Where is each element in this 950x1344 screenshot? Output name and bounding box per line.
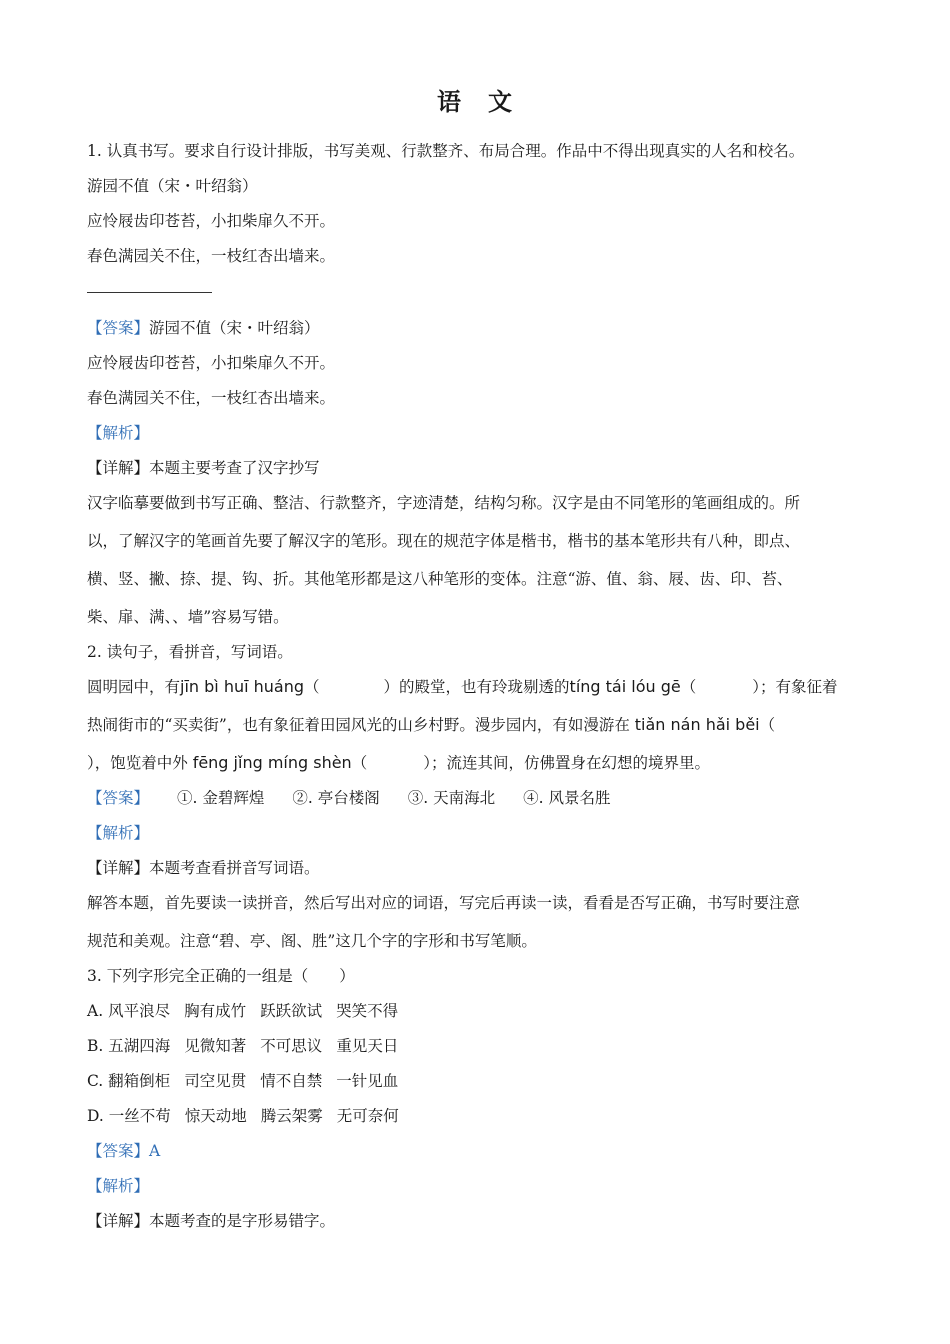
q2-answer-3: ③. 天南海北 <box>407 789 496 807</box>
q1-answer-line-2: 应怜屐齿印苍苔，小扣柴扉久不开。 <box>87 354 336 372</box>
q1-explanation-line-3: 横、竖、撇、捺、提、钩、折。其他笔形都是这八种笔形的变体。注意“游、值、翁、屐、齿、印、苔、 <box>87 570 793 588</box>
q1-analysis-tag: 【解析】 <box>87 424 150 442</box>
q1-poem-title: 游园不值（宋・叶绍翁） <box>87 177 258 195</box>
title-char-2: 文 <box>488 88 513 116</box>
q1-answer <box>87 313 867 348</box>
q1-detail <box>87 453 867 488</box>
q2-prompt: 2. 读句子，看拼音，写词语。 <box>87 643 293 661</box>
q3-option-d <box>87 1101 867 1136</box>
option-word: 不可思议 <box>260 1037 323 1055</box>
q3-detail-text: 本题考查的是字形易错字。 <box>149 1212 336 1230</box>
q3-analysis-tag: 【解析】 <box>87 1177 150 1195</box>
option-word: 情不自禁 <box>260 1072 323 1090</box>
detail-tag: 【详解】 <box>87 859 150 877</box>
q1-explanation-line-4: 柴、扉、满、、墙”容易写错。 <box>87 608 289 626</box>
option-word: 重见天日 <box>336 1037 399 1055</box>
q2-text: ）；流连其间，仿佛置身在幻想的境界里。 <box>423 754 710 772</box>
pinyin-1: jīn bì huī huáng <box>180 677 305 696</box>
title-char-1: 语 <box>437 88 462 116</box>
pinyin-4: fēng jǐng míng shèn <box>192 753 352 772</box>
q3-option-a <box>87 996 867 1031</box>
q3-option-c <box>87 1066 867 1101</box>
option-word: 一针见血 <box>336 1072 399 1090</box>
option-word: 腾云架雾 <box>260 1107 323 1125</box>
option-word: 翻箱倒柜 <box>108 1072 171 1090</box>
q2-answer-2: ②. 亭台楼阁 <box>292 789 380 807</box>
pinyin-3: tiǎn nán hǎi běi <box>634 715 760 734</box>
detail-tag: 【详解】 <box>87 1212 150 1230</box>
q1-poem-line-1: 应怜屐齿印苍苔，小扣柴扉久不开。 <box>87 212 336 230</box>
document-title <box>0 82 950 117</box>
q3-option-b <box>87 1031 867 1066</box>
q3-detail <box>87 1206 867 1241</box>
q3-answer-value: A <box>149 1142 161 1160</box>
q2-text: ），饱览着中外 <box>87 754 193 772</box>
answer-blank-line <box>87 292 212 293</box>
answer-tag: 【答案】 <box>87 1142 150 1160</box>
q2-explanation-line-2: 规范和美观。注意“碧、亭、阁、胜”这几个字的字形和书写笔顺。 <box>87 932 537 950</box>
option-word: 司空见贯 <box>184 1072 247 1090</box>
answer-tag: 【答案】 <box>87 789 150 807</box>
open-paren: （ <box>304 678 320 696</box>
q2-sentence-line-3 <box>87 748 867 783</box>
q2-text: ）的殿堂，也有玲珑剔透的 <box>383 678 570 696</box>
option-word: 见微知著 <box>184 1037 247 1055</box>
option-word: 风平浪尽 <box>108 1002 171 1020</box>
option-word: 无可奈何 <box>336 1107 399 1125</box>
q1-poem-line-2: 春色满园关不住，一枝红杏出墙来。 <box>87 247 336 265</box>
q2-explanation-line-1: 解答本题，首先要读一读拼音，然后写出对应的词语，写完后再读一读，看看是否写正确，书写时要注意 <box>87 894 801 912</box>
option-label: A. <box>87 1002 104 1020</box>
option-label: D. <box>87 1107 104 1125</box>
q1-prompt: 1. 认真书写。要求自行设计排版，书写美观、行款整齐、布局合理。作品中不得出现真实的人名和校名。 <box>87 142 805 160</box>
answer-tag: 【答案】 <box>87 319 150 337</box>
q2-answer <box>87 783 867 818</box>
document-body <box>87 136 867 1241</box>
q2-answer-1: ①. 金碧辉煌 <box>177 789 265 807</box>
q2-text: 热闹街市的“买卖街”，也有象征着田园风光的山乡村野。漫步园内，有如漫游在 <box>87 716 635 734</box>
open-paren: （ <box>351 754 368 772</box>
q1-detail-text: 本题主要考查了汉字抄写 <box>149 459 320 477</box>
q1-explanation-line-2: 以，了解汉字的笔画首先要了解汉字的笔形。现在的规范字体是楷书，楷书的基本笔形共有八种，即点、 <box>87 532 801 550</box>
q3-prompt: 3. 下列字形完全正确的一组是（ ） <box>87 967 355 985</box>
option-word: 惊天动地 <box>184 1107 247 1125</box>
option-word: 一丝不苟 <box>108 1107 171 1125</box>
q2-detail <box>87 853 867 888</box>
q2-answer-4: ④. 风景名胜 <box>523 789 611 807</box>
q2-sentence-line-1 <box>87 672 867 710</box>
detail-tag: 【详解】 <box>87 459 150 477</box>
option-word: 跃跃欲试 <box>260 1002 323 1020</box>
q3-answer <box>87 1136 867 1171</box>
q2-text: ）；有象征着 <box>752 678 838 696</box>
q2-sentence-line-2 <box>87 710 867 748</box>
option-label: B. <box>87 1037 104 1055</box>
q1-explanation-line-1: 汉字临摹要做到书写正确、整洁、行款整齐，字迹清楚，结构匀称。汉字是由不同笔形的笔画组成的。所 <box>87 494 801 512</box>
pinyin-2: tíng tái lóu gē <box>569 677 681 696</box>
q2-detail-text: 本题考查看拼音写词语。 <box>149 859 320 877</box>
q2-text: 圆明园中，有 <box>87 678 181 696</box>
option-word: 五湖四海 <box>108 1037 171 1055</box>
q2-analysis-tag: 【解析】 <box>87 824 150 842</box>
open-paren: （ <box>680 678 697 696</box>
q1-answer-text: 游园不值（宋・叶绍翁） <box>149 319 320 337</box>
q1-answer-line-3: 春色满园关不住，一枝红杏出墙来。 <box>87 389 336 407</box>
option-word: 胸有成竹 <box>184 1002 247 1020</box>
option-word: 哭笑不得 <box>336 1002 399 1020</box>
open-paren: （ <box>759 716 776 734</box>
option-label: C. <box>87 1072 104 1090</box>
